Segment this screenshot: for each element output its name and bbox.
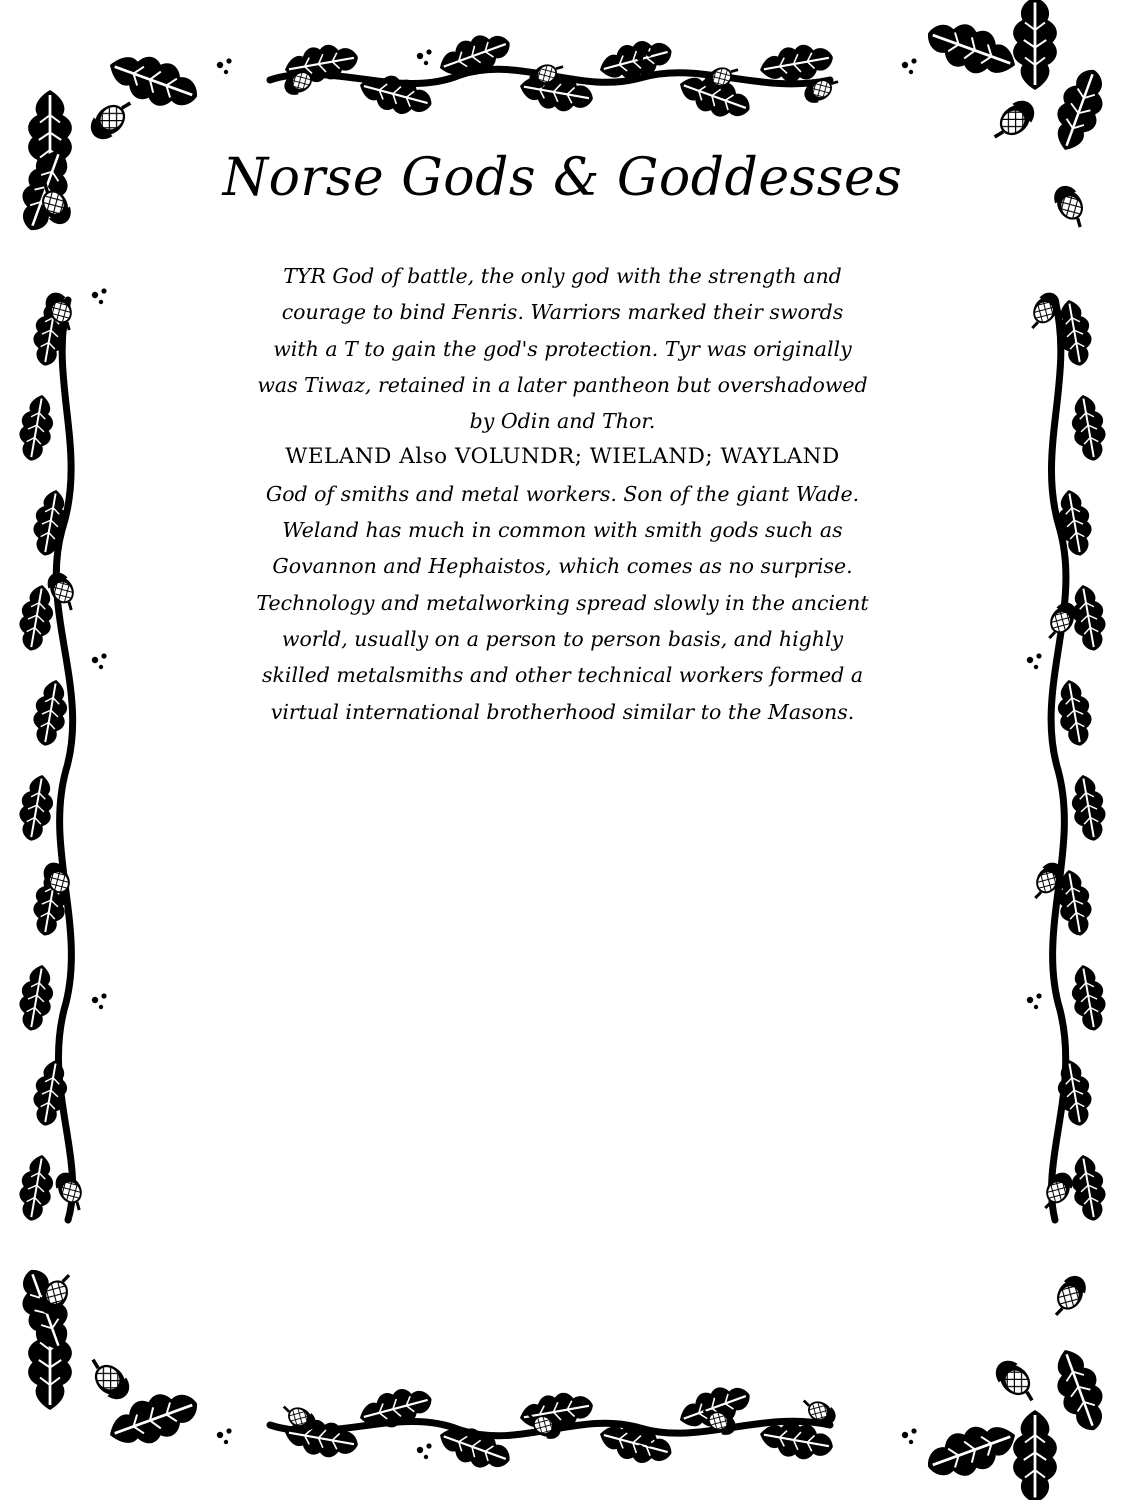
dots-ornament — [92, 653, 107, 669]
oak-leaf-icon — [29, 487, 72, 558]
dots-ornament — [417, 1443, 432, 1459]
acorn-icon — [82, 1352, 135, 1405]
text-line: with a T to gain the god's protection. Tyr was originally — [273, 336, 852, 361]
acorn-icon — [1049, 181, 1092, 232]
text-line: was Tiwaz, retained in a later pantheon but overshadowed — [257, 372, 868, 397]
oak-leaf-icon — [921, 13, 1023, 86]
dots-ornament — [902, 58, 917, 74]
dots-ornament — [417, 49, 432, 65]
oak-leaf-icon — [15, 1152, 58, 1223]
oak-leaf-icon — [15, 392, 58, 463]
dots-ornament — [92, 993, 107, 1009]
page-title: Norse Gods & Goddesses — [222, 148, 903, 208]
acorn-icon — [1047, 1271, 1090, 1322]
oak-leaf-icon — [921, 1414, 1023, 1487]
text-line: God of smiths and metal workers. Son of the giant Wade. — [265, 481, 860, 506]
oak-leaf-icon — [1013, 1410, 1057, 1500]
text-line: world, usually on a person to person basis, and highly — [281, 626, 844, 651]
oak-leaf-icon — [15, 772, 58, 843]
oak-leaf-icon — [1067, 962, 1110, 1033]
text-line: Govannon and Hephaistos, which comes as no surprise. — [272, 554, 853, 579]
oak-leaf-icon — [434, 26, 516, 84]
oak-leaf-icon — [1067, 772, 1110, 843]
acorn-icon — [990, 1355, 1043, 1408]
dots-ornament — [1027, 993, 1042, 1009]
section-heading: WELAND Also VOLUNDR; WIELAND; WAYLAND — [285, 444, 840, 470]
dots-ornament — [217, 58, 232, 74]
text-line: TYR God of battle, the only god with the strength and — [283, 264, 842, 288]
oak-leaf-icon — [1046, 1343, 1113, 1437]
text-line: Technology and metalworking spread slowly in the ancient — [256, 590, 869, 615]
text-line: Weland has much in common with smith gods such as — [282, 518, 843, 543]
body-text — [140, 258, 985, 730]
oak-leaf-icon — [1067, 392, 1110, 463]
text-line: virtual international brotherhood similar to the Masons. — [270, 699, 855, 724]
dots-ornament — [92, 288, 107, 304]
oak-leaf-icon — [355, 68, 436, 121]
oak-leaf-icon — [1046, 63, 1113, 157]
acorn-icon — [1037, 1168, 1076, 1214]
dots-ornament — [217, 1428, 232, 1444]
oak-leaf-icon — [29, 677, 72, 748]
text-line: skilled metalsmiths and other technical workers formed a — [261, 663, 864, 688]
oak-leaf-icon — [1053, 487, 1096, 558]
oak-leaf-icon — [15, 962, 58, 1033]
text-line: courage to bind Fenris. Warriors marked their swords — [281, 300, 844, 325]
oak-leaf-icon — [1013, 0, 1057, 90]
oak-leaf-icon — [1067, 1152, 1110, 1223]
dots-ornament — [1027, 653, 1042, 669]
text-line: by Odin and Thor. — [469, 409, 656, 434]
dots-ornament — [902, 1428, 917, 1444]
oak-leaf-icon — [1053, 677, 1096, 748]
